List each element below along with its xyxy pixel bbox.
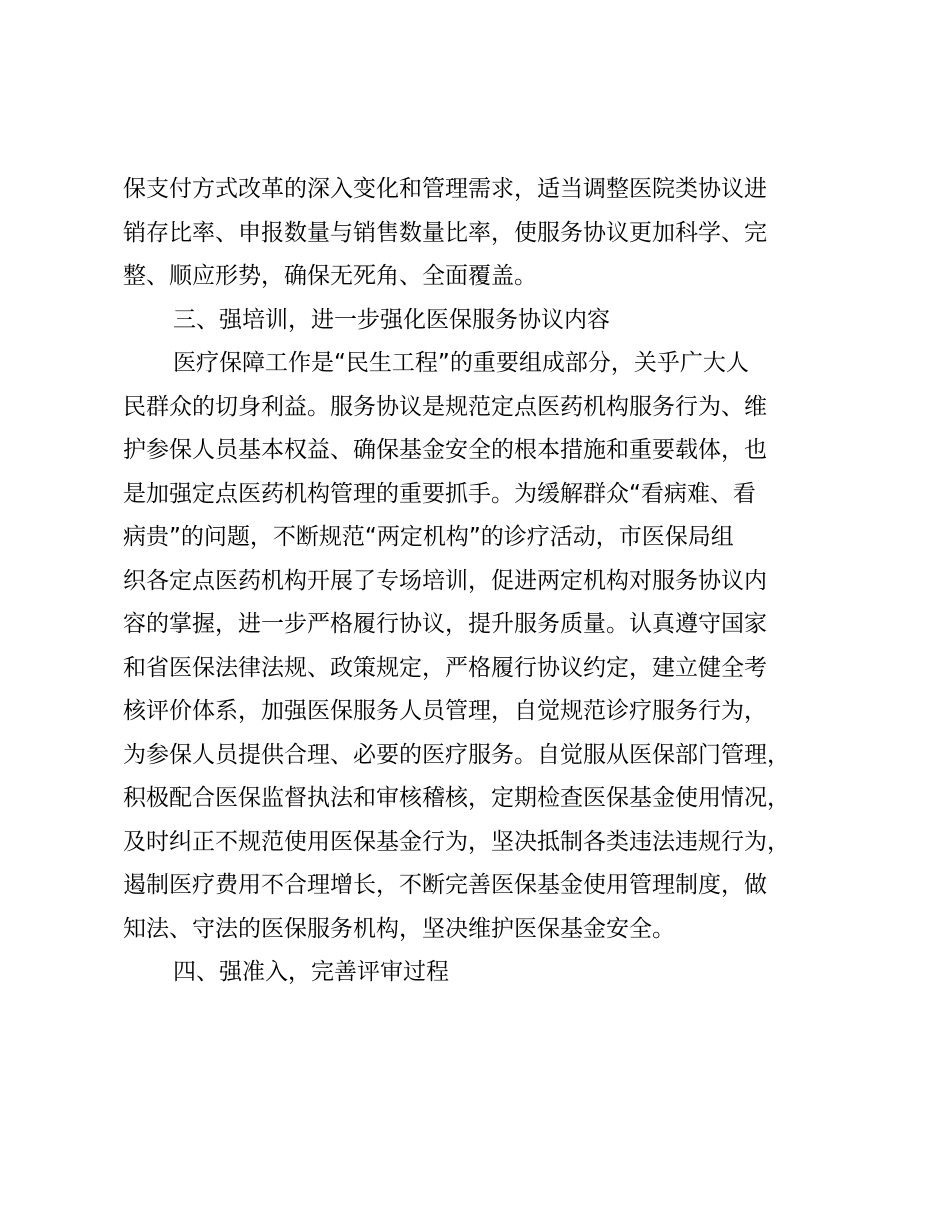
section-heading: 四、强准入，完善评审过程 (173, 959, 449, 985)
document-body (123, 168, 833, 995)
paragraph-line: 及时纠正不规范使用医保基金行为，坚决抵制各类违法违规行为， (123, 828, 790, 855)
paragraph-line: 保支付方式改革的深入变化和管理需求，适当调整医院类协议进 (123, 176, 767, 202)
paragraph-line: 和省医保法律法规、政策规定，严格履行协议约定，建立健全考 (123, 654, 767, 681)
paragraph-line: 织各定点医药机构开展了专场培训，促进两定机构对服务协议内 (123, 567, 767, 594)
paragraph-line: 病贵”的问题，不断规范“两定机构”的诊疗活动，市医保局组 (123, 524, 734, 550)
paragraph-line: 核评价体系，加强医保服务人员管理，自觉规范诊疗服务行为， (123, 698, 767, 724)
paragraph-line: 医疗保障工作是“民生工程”的重要组成部分，关乎广大人 (173, 350, 749, 376)
paragraph-line: 积极配合医保监督执法和审核稽核，定期检查医保基金使用情况， (123, 785, 790, 811)
paragraph-line: 知法、守法的医保服务机构，坚决维护医保基金安全。 (123, 915, 675, 942)
paragraph-line: 整、顺应形势，确保无死角、全面覆盖。 (123, 263, 537, 289)
paragraph-line: 民群众的切身利益。服务协议是规范定点医药机构服务行为、维 (123, 393, 767, 420)
paragraph-line: 遏制医疗费用不合理增长，不断完善医保基金使用管理制度，做 (123, 872, 767, 898)
paragraph-line: 销存比率、申报数量与销售数量比率，使服务协议更加科学、完 (123, 219, 767, 246)
paragraph-line: 容的掌握，进一步严格履行协议，提升服务质量。认真遵守国家 (123, 611, 767, 637)
paragraph-line: 护参保人员基本权益、确保基金安全的根本措施和重要载体，也 (123, 437, 767, 463)
section-heading: 三、强培训，进一步强化医保服务协议内容 (173, 306, 610, 333)
paragraph-line: 为参保人员提供合理、必要的医疗服务。自觉服从医保部门管理， (123, 741, 790, 768)
paragraph-line: 是加强定点医药机构管理的重要抓手。为缓解群众“看病难、看 (123, 480, 756, 507)
